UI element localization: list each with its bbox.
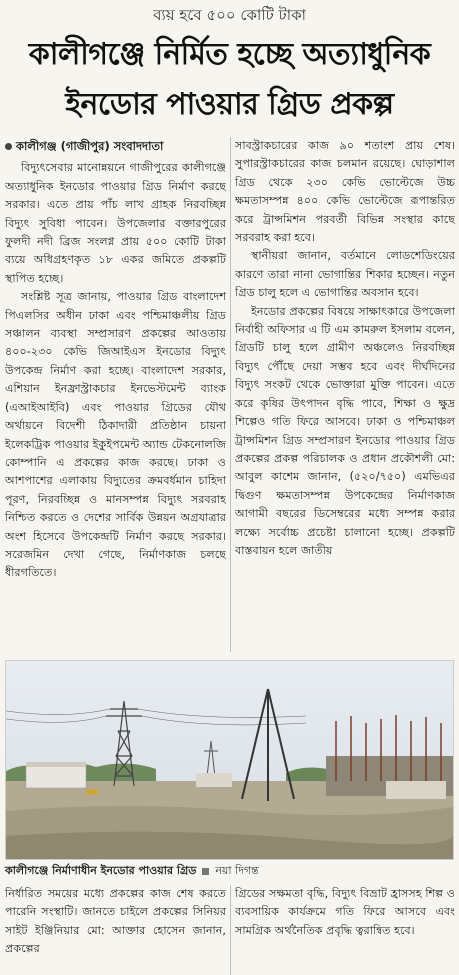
caption-text: কালীগঞ্জে নির্মাণাধীন ইনডোর পাওয়ার গ্রিড [5,864,197,877]
paragraph: বিদ্যুৎসেবার মানোন্নয়নে গাজীপুরের কালীগঞ্জে অত্যাধুনিক ইনডোর পাওয়ার গ্রিড নির্মাণ করছে সরকার। এতে প্রায় পাঁচ লাখ গ্রাহক নিরবচ্ছিন্ন বিদ্যুৎ সুবিধা পাবেন। উপজেলার বক্তারপুরের ফুলদী নদী ব্রিজ সংলগ্ন প্রায় ৫০০ কোটি টাকা ব্যয়ে অধিগ্রহণকৃত ১৮ একর জমিতে প্রকল্পটি স্থাপিত হচ্ছে। [5,161,226,285]
article-column-left-continued [5,885,226,975]
byline-text: কালীগঞ্জ (গাজীপুর) সংবাদদাতা [16,139,164,153]
headline-line-1: কালীগঞ্জে নির্মিত হচ্ছে অত্যাধুনিক [28,37,431,72]
article-column-left [5,137,226,652]
kicker: ব্যয় হবে ৫০০ কোটি টাকা [153,6,306,24]
byline [5,137,226,155]
paragraph: সাবস্ট্রাকচারের কাজ ৯০ শতাংশ প্রায় শেষ। সুপারস্ট্রাকচারের কাজ চলমান রয়েছে। ঘোড়াশাল গ্রিড থেকে ২৩০ কেভি ভোল্টেজে উচ্চ ক্ষমতাসম্পন্ন ৪০০ কেভি ভোল্টেজে রূপান্তরিত করে ট্রান্সমিশন পরবর্তী বিভিন্ন সংস্থার কাছে সরবরাহ করা হবে। [235,139,455,245]
photo-credit: নয়া দিগন্ত [215,864,259,877]
square-bullet-icon [202,868,209,875]
paragraph: সংশ্লিষ্ট সূত্র জানায়, পাওয়ার গ্রিড বাংলাদেশ পিএলসির অধীন ঢাকা এবং পশ্চিমাঞ্চলীয় গ্রিড সঞ্চালন ব্যবস্থা সম্প্রসারণ প্রকল্পের আওতায় ৪০০-২৩০ কেভি জিআইএস ইনডোর বিদ্যুৎ উপকেন্দ্র নির্মাণ করা হচ্ছে। বাংলাদেশ সরকার, এশিয়ান ইনফ্রাস্ট্রাকচার ইনভেস্টমেন্ট ব্যাংক (এআইআইবি) এবং পাওয়ার গ্রিডের যৌথ অর্থায়নে বিদেশী ঠিকাদারী প্রতিষ্ঠান চায়না ইলেকট্রিক পাওয়ার ইকুইপমেন্ট অ্যান্ড টেকনোলজি কোম্পানি এ প্রকল্পের কাজ করছে। ঢাকা ও আশপাশের এলাকায় বিদ্যুতের ক্রমবর্ধমান চাহিদা পূরণ, নিরবচ্ছিন্ন ও মানসম্পন্ন বিদ্যুৎ সরবরাহ নিশ্চিত করতে ও দেশের সার্বিক উন্নয়ন অগ্রযাত্রার অংশ হিসেবে উপকেন্দ্রটি নির্মাণ করছে সরকার। সরেজমিন দেখা গেছে, নির্মাণকাজ চলছে ধীরগতিতে। [5,290,226,580]
bullet-icon [5,143,12,150]
column-divider [230,137,231,652]
photo-caption [5,862,452,881]
paragraph: নির্ধারিত সময়ের মধ্যে প্রকল্পের কাজ শেষ করতে পারেনি সংস্থাটি। জানতে চাইলে প্রকল্পের সিনিয়র সাইট ইঞ্জিনিয়ার মো: আক্তার হোসেন জানান, প্রকল্পের [5,887,226,956]
column-divider [230,885,231,975]
headline-line-2: ইনডোর পাওয়ার গ্রিড প্রকল্প [65,87,394,122]
paragraph: ইনডোর প্রকল্পের বিষয়ে সাক্ষাৎকারে উপজেলা নির্বাহী অফিসার এ টি এম কামরুল ইসলাম বলেন, গ্রিডটি চালু হলে গ্রামীণ অঞ্চলেও নিরবচ্ছিন্ন বিদ্যুৎ পৌঁছে দেয়া সম্ভব হবে এবং দীর্ঘদিনের বিদ্যুৎ সংকট থেকে ভোক্তারা মুক্তি পাবেন। এতে করে কৃষির উৎপাদন বৃদ্ধি পাবে, শিক্ষা ও ক্ষুদ্র শিল্পেও গতি ফিরে আসবে। ঢাকা ও পশ্চিমাঞ্চল ট্রান্সমিশন গ্রিড সম্প্রসারণ ইনডোর পাওয়ার গ্রিড প্রকল্পের প্রকল্প পরিচালক ও প্রধান প্রকৌশলী মো: আবুল কাশেম জানান, (৫২০/৭৫০) এমভিএর দ্বিগুণ ক্ষমতাসম্পন্ন উপকেন্দ্রের নির্মাণকাজ আগামী বছরের ডিসেম্বরের মধ্যে সম্পন্ন করার লক্ষ্যে সর্বোচ্চ প্রচেষ্টা চালানো হচ্ছে। প্রকল্পটি বাস্তবায়ন হলে জাতীয় [235,304,455,557]
paragraph: গ্রিডের সক্ষমতা বৃদ্ধি, বিদ্যুৎ বিভ্রাট হ্রাসসহ শিল্প ও ব্যবসায়িক কার্যক্রমে গতি ফিরে আসবে এবং সামগ্রিক অর্থনৈতিক প্রবৃদ্ধি ত্বরান্বিত হবে। [235,887,455,937]
paragraph: স্থানীয়রা জানান, বর্তমানে লোডশেডিংয়ের কারণে তারা নানা ভোগান্তির শিকার হচ্ছেন। নতুন গ্রিড চালু হলে এ ভোগান্তির অবসান হবে। [235,249,455,300]
article-column-right [235,137,455,652]
article-column-right-continued [235,885,455,975]
news-photo [5,660,454,860]
